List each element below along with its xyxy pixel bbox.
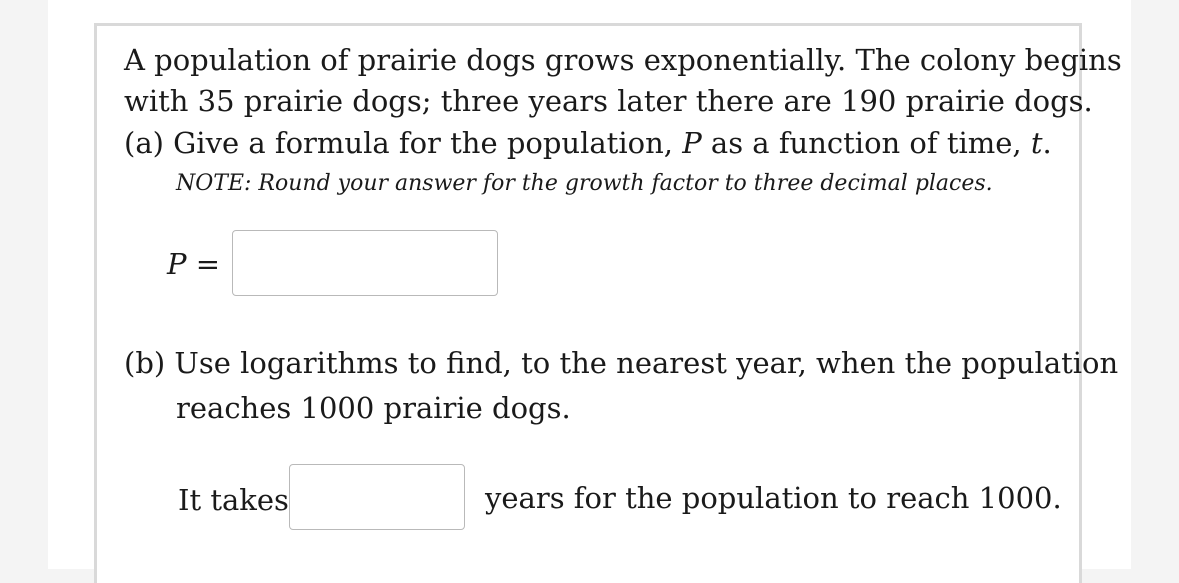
part-a-note: NOTE: Round your answer for the growth factor to three decimal places. [176, 171, 993, 196]
part-a-var-t: t [1030, 126, 1043, 160]
years-input[interactable] [289, 464, 465, 530]
intro-line-1: A population of prairie dogs grows exponentially. The colony begins [124, 43, 1122, 77]
intro-line-2: with 35 prairie dogs; three years later there are 190 prairie dogs. [124, 84, 1093, 118]
part-b-answer-suffix: years for the population to reach 1000. [485, 481, 1062, 515]
part-a-question [124, 125, 1052, 161]
part-a-prefix: (a) Give a formula for the population, [124, 126, 683, 160]
part-a-var-p: P [682, 126, 702, 160]
part-a-answer-label [167, 246, 220, 282]
part-b-line-2: reaches 1000 prairie dogs. [176, 391, 571, 425]
part-a-middle: as a function of time, [701, 126, 1031, 160]
answer-label-equals: = [186, 247, 221, 281]
part-b-answer-prefix: It takes [178, 483, 289, 517]
part-b-line-1: (b) Use logarithms to find, to the nearest year, when the population [124, 346, 1119, 380]
answer-label-var-p: P [167, 247, 187, 281]
part-a-suffix: . [1042, 126, 1052, 160]
formula-input[interactable] [232, 230, 498, 296]
